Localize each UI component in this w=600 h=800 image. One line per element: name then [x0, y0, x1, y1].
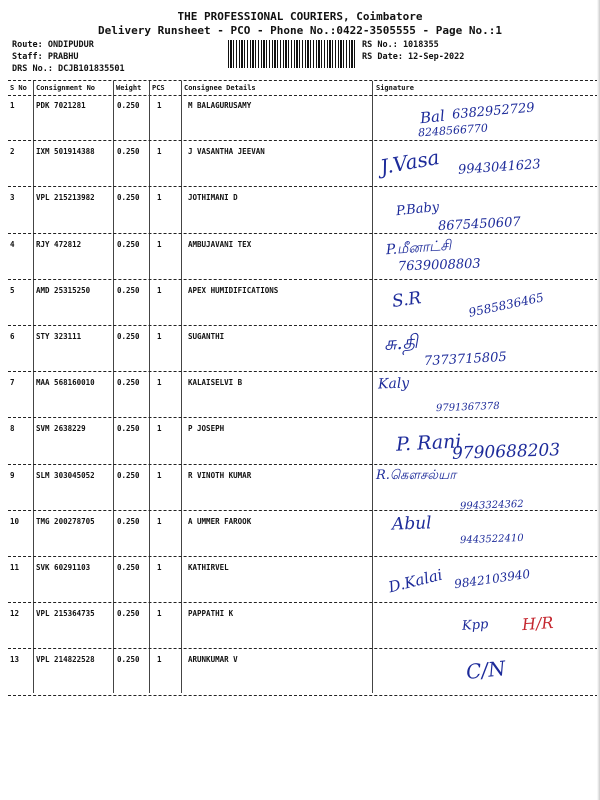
rs-date: RS Date: 12-Sep-2022: [362, 52, 465, 62]
row-weight: 0.250: [117, 101, 140, 110]
col-divider: [33, 81, 34, 693]
row-consignee: KATHIRVEL: [188, 563, 229, 572]
row-pcs: 1: [157, 563, 162, 572]
row-pcs: 1: [157, 516, 162, 526]
row-pcs: 1: [157, 655, 162, 665]
col-pcs: PCS: [152, 84, 165, 92]
row-weight: 0.250: [117, 285, 140, 295]
row-sno: 4: [10, 239, 15, 249]
row-consignment-no: IXM 501914388: [36, 147, 95, 157]
row-signature: P.Baby: [395, 199, 440, 220]
row-sno: 11: [10, 563, 20, 572]
row-signature: P.மீனாட்சி: [385, 237, 452, 259]
row-consignment-no: VPL 215213982: [36, 193, 95, 203]
row-signature-phone: 8675450607: [437, 214, 522, 235]
row-weight: 0.250: [117, 609, 140, 619]
row-sno: 9: [10, 470, 15, 480]
row-signature-phone: 9585836465: [467, 290, 545, 320]
document-title: THE PROFESSIONAL COURIERS, Coimbatore: [177, 10, 423, 23]
row-pcs: 1: [157, 470, 162, 480]
row-consignment-no: RJY 472812: [36, 239, 82, 249]
row-divider: [8, 602, 598, 603]
row-sno: 12: [10, 609, 20, 619]
col-weight: Weight: [116, 84, 142, 92]
row-signature: P. Rani: [395, 430, 462, 456]
col-divider: [372, 81, 373, 693]
row-divider: [8, 279, 598, 280]
row-weight: 0.250: [117, 332, 140, 341]
row-signature: R.கௌசல்யா: [376, 468, 457, 483]
row-weight: 0.250: [117, 424, 140, 434]
row-signature-phone: 7639008803: [397, 256, 481, 275]
row-weight: 0.250: [117, 239, 140, 249]
row-pcs: 1: [157, 609, 162, 619]
col-signature: Signature: [376, 84, 414, 92]
row-sno: 2: [10, 147, 15, 157]
row-divider: [8, 140, 598, 141]
col-divider: [181, 81, 182, 693]
header-bottom-rule: [8, 95, 598, 96]
row-consignee: ARUNKUMAR V: [188, 655, 238, 665]
row-consignment-no: MAA 568160010: [36, 378, 95, 388]
route-label: Route: ONDIPUDUR: [12, 40, 94, 50]
col-divider: [149, 81, 150, 693]
row-consignee: SUGANTHI: [188, 332, 225, 341]
row-signature: Kaly: [377, 375, 410, 393]
row-weight: 0.250: [117, 563, 140, 572]
row-sno: 7: [10, 378, 15, 388]
row-pcs: 1: [157, 378, 162, 388]
row-signature: Kpp: [461, 617, 489, 634]
row-consignee: M BALAGURUSAMY: [188, 101, 252, 110]
row-consignment-no: STY 323111: [36, 332, 82, 341]
row-consignment-no: VPL 214822528: [36, 655, 95, 665]
row-signature: J.Vasa: [378, 145, 442, 179]
row-pcs: 1: [157, 239, 162, 249]
row-sno: 3: [10, 193, 15, 203]
row-divider: [8, 371, 598, 372]
row-divider: [8, 186, 598, 187]
header-top-rule: [8, 80, 598, 81]
row-signature: Bal: [419, 106, 446, 128]
row-signature-phone: 9943041623: [457, 157, 542, 178]
row-consignee: KALAISELVI B: [188, 378, 243, 388]
row-signature-phone: 9842103940: [453, 566, 531, 592]
row-signature: S.R: [390, 288, 423, 312]
row-pcs: 1: [157, 193, 162, 203]
row-consignment-no: AMD 25315250: [36, 285, 91, 295]
row-signature-note: H/R: [521, 612, 555, 635]
row-divider: [8, 464, 598, 465]
row-consignment-no: SVM 2638229: [36, 424, 86, 434]
row-consignment-no: PDK 7021281: [36, 101, 86, 110]
row-signature: C/N: [464, 655, 507, 685]
row-consignment-no: SLM 303045052: [36, 470, 95, 480]
row-weight: 0.250: [117, 516, 140, 526]
drs-number: DRS No.: DCJB101835501: [12, 64, 125, 74]
col-consignee: Consignee Details: [184, 84, 256, 92]
row-consignment-no: TMG 200278705: [36, 516, 95, 526]
row-consignee: AMBUJAVANI TEX: [188, 239, 252, 249]
col-sno: S No: [10, 84, 27, 92]
row-divider: [8, 233, 598, 234]
row-weight: 0.250: [117, 147, 140, 157]
row-sno: 10: [10, 516, 20, 526]
row-divider: [8, 417, 598, 418]
row-consignee: JOTHIMANI D: [188, 193, 238, 203]
row-consignee: PAPPATHI K: [188, 609, 234, 619]
row-divider: [8, 510, 598, 511]
row-signature: சு.தி: [383, 330, 419, 356]
row-sno: 1: [10, 101, 15, 110]
row-signature-phone: 9790688203: [451, 440, 561, 464]
row-pcs: 1: [157, 101, 162, 110]
col-divider: [113, 81, 114, 693]
row-consignee: A UMMER FAROOK: [188, 516, 252, 526]
row-signature-phone: 9791367378: [435, 400, 500, 415]
row-sno: 5: [10, 285, 15, 295]
staff-label: Staff: PRABHU: [12, 52, 79, 62]
document-subtitle: Delivery Runsheet - PCO - Phone No.:0422-3505555 - Page No.:1: [98, 24, 502, 37]
row-signature: D.Kalai: [386, 565, 445, 597]
row-pcs: 1: [157, 332, 162, 341]
row-signature-phone: 7373715805: [423, 349, 508, 370]
row-consignee: APEX HUMIDIFICATIONS: [188, 285, 279, 295]
row-signature-note: 8248566770: [417, 121, 489, 140]
row-signature-phone: 6382952729: [451, 100, 536, 123]
row-sno: 13: [10, 655, 20, 665]
row-weight: 0.250: [117, 378, 140, 388]
row-consignee: P JOSEPH: [188, 424, 225, 434]
row-signature-phone: 9943324362: [459, 498, 524, 513]
row-weight: 0.250: [117, 470, 140, 480]
rs-number: RS No.: 1018355: [362, 40, 439, 50]
row-pcs: 1: [157, 147, 162, 157]
row-sno: 8: [10, 424, 15, 434]
row-pcs: 1: [157, 285, 162, 295]
row-divider: [8, 695, 598, 696]
row-signature-phone: 9443522410: [459, 532, 524, 547]
row-signature: Abul: [391, 513, 432, 535]
row-divider: [8, 648, 598, 649]
row-pcs: 1: [157, 424, 162, 434]
row-weight: 0.250: [117, 193, 140, 203]
col-consignment: Consignment No: [36, 84, 96, 92]
barcode-icon: [228, 40, 356, 68]
row-sno: 6: [10, 332, 15, 341]
row-consignee: J VASANTHA JEEVAN: [188, 147, 265, 157]
row-consignment-no: SVK 60291103: [36, 563, 91, 572]
row-divider: [8, 325, 598, 326]
row-weight: 0.250: [117, 655, 140, 665]
row-consignee: R VINOTH KUMAR: [188, 470, 252, 480]
row-consignment-no: VPL 215364735: [36, 609, 95, 619]
row-divider: [8, 556, 598, 557]
